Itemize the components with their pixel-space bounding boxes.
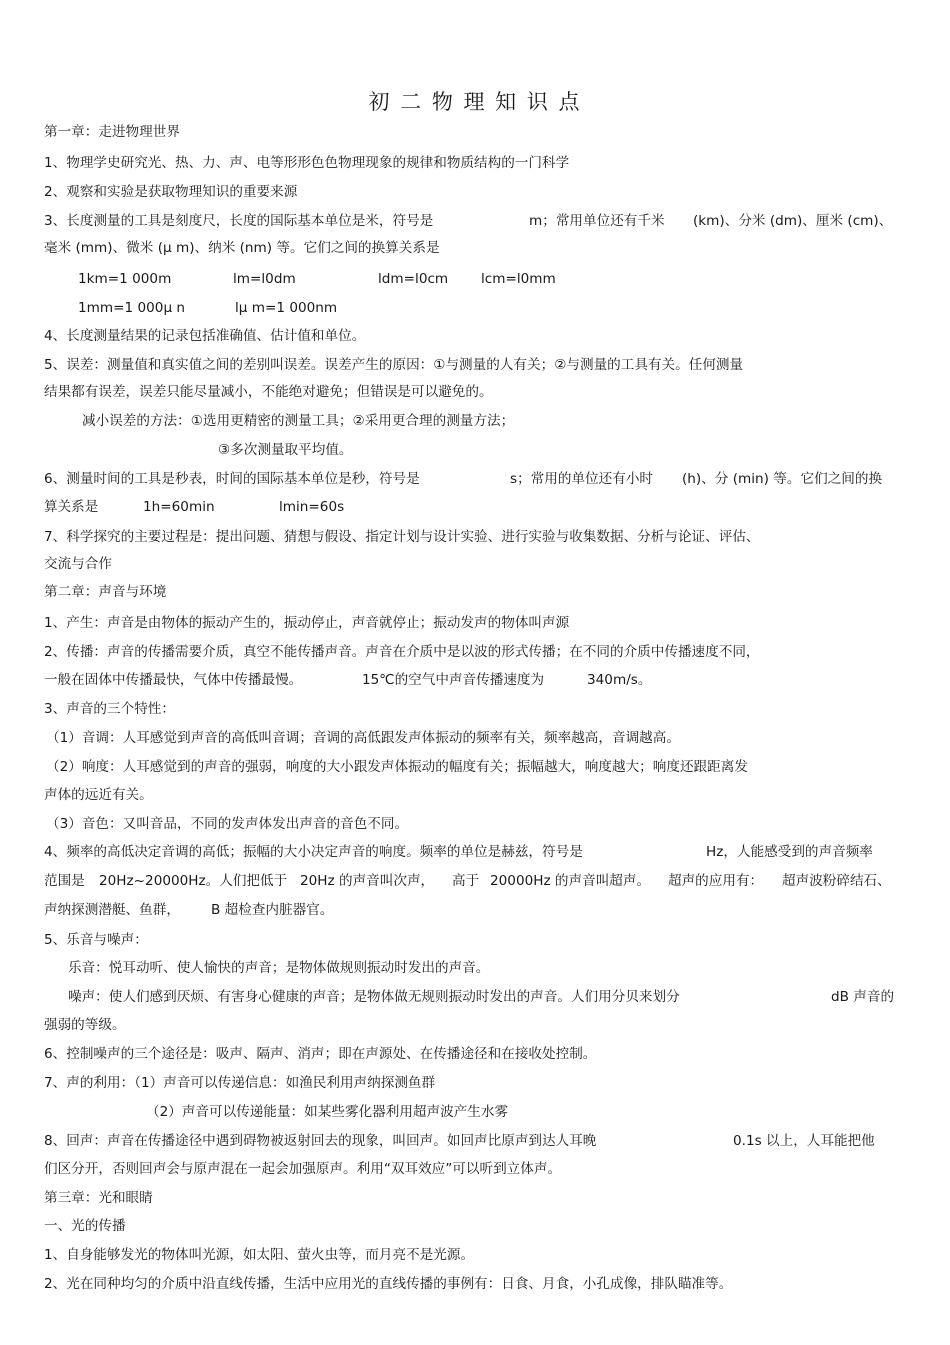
text-segment: 乐音：悦耳动听、使人愉快的声音；是物体做规则振动时发出的声音。 — [68, 960, 490, 976]
text-segment: 1h=60min — [143, 499, 215, 515]
text-line — [0, 1158, 950, 1180]
text-segment: (h)、分 (min) 等。它们之间的换 — [682, 471, 883, 487]
text-segment: 3、声音的三个特性： — [44, 701, 175, 717]
text-segment: ③多次测量取平均值。 — [218, 442, 353, 458]
text-segment: 20000Hz 的声音叫超声。 — [490, 873, 651, 889]
text-line — [0, 1273, 950, 1295]
text-segment: Hz，人能感受到的声音频率 — [706, 844, 873, 860]
text-segment: (km)、分米 (dm)、厘米 (cm)、 — [693, 213, 893, 229]
text-line — [0, 297, 950, 319]
text-segment: 4、频率的高低决定音调的高低；振幅的大小决定声音的响度。频率的单位是赫兹，符号是 — [44, 844, 583, 860]
text-line — [0, 1215, 950, 1237]
text-line — [0, 841, 950, 863]
text-line — [0, 1014, 950, 1036]
text-segment: 超声的应用有： — [668, 873, 764, 889]
text-segment: 毫米 (mm)、微米 (μ m)、纳米 (nm) 等。它们之间的换算关系是 — [44, 240, 440, 256]
text-line — [0, 986, 950, 1008]
text-segment: 4、长度测量结果的记录包括准确值、估计值和单位。 — [44, 328, 366, 344]
text-segment: m；常用单位还有千米 — [529, 213, 665, 229]
text-segment: 强弱的等级。 — [44, 1017, 126, 1033]
text-line — [0, 784, 950, 806]
text-segment: 高于 — [452, 873, 480, 889]
page-title: 初 二 物 理 知 识 点 — [368, 90, 582, 114]
text-line — [0, 581, 950, 603]
text-segment: 7、声的利用：（1）声音可以传递信息：如渔民利用声纳探测鱼群 — [44, 1075, 436, 1091]
text-line — [0, 756, 950, 778]
text-segment: ldm=l0cm — [378, 271, 449, 287]
text-segment: 2、传播：声音的传播需要介质，真空不能传播声音。声音在介质中是以波的形式传播；在不同的介质中传播速度不同， — [44, 644, 760, 660]
text-line — [0, 268, 950, 290]
text-segment: 声纳探测潜艇、鱼群， — [44, 902, 180, 918]
text-segment: s；常用的单位还有小时 — [510, 471, 654, 487]
text-segment: 算关系是 — [44, 499, 99, 515]
text-segment: lcm=l0mm — [481, 271, 556, 287]
text-segment: 6、测量时间的工具是秒表，时间的国际基本单位是秒，符号是 — [44, 471, 420, 487]
text-line — [0, 1130, 950, 1152]
text-segment: 们区分开，否则回声会与原声混在一起会加强原声。利用“双耳效应”可以听到立体声。 — [44, 1161, 562, 1177]
text-segment: 超声波粉碎结石、 — [782, 873, 891, 889]
text-segment: 1mm=1 000μ n — [78, 300, 186, 316]
text-segment: 范围是 — [44, 873, 85, 889]
text-segment: 第一章：走进物理世界 — [44, 124, 180, 140]
text-segment: 3、长度测量的工具是刻度尺，长度的国际基本单位是米，符号是 — [44, 213, 434, 229]
text-segment: 第二章：声音与环境 — [44, 584, 167, 600]
text-segment: 2、光在同种均匀的介质中沿直线传播，生活中应用光的直线传播的事例有：日食、月食，小孔成像，排队瞄准等。 — [44, 1276, 733, 1292]
text-segment: 交流与合作 — [44, 556, 112, 572]
text-line — [0, 813, 950, 835]
text-line — [0, 698, 950, 720]
text-segment: （1）音调：人耳感觉到声音的高低叫音调；音调的高低跟发声体振动的频率有关，频率越高，音调越高。 — [46, 730, 680, 746]
text-line — [0, 870, 950, 892]
text-segment: 一般在固体中传播最快，气体中传播最慢。 — [44, 672, 303, 688]
text-line — [0, 325, 950, 347]
text-segment: 一、光的传播 — [44, 1218, 126, 1234]
text-line — [0, 354, 950, 376]
text-segment: 20Hz 的声音叫次声， — [300, 873, 435, 889]
text-segment: 结果都有误差，误差只能尽量减小，不能绝对避免；但错误是可以避免的。 — [44, 384, 493, 400]
text-segment: 1、物理学史研究光、热、力、声、电等形形色色物理现象的规律和物质结构的一门科学 — [44, 155, 570, 171]
text-segment: 0.1s 以上，人耳能把他 — [733, 1133, 875, 1149]
text-segment: 20Hz~20000Hz。人们把低于 — [99, 873, 288, 889]
text-line — [0, 553, 950, 575]
text-segment: lmin=60s — [279, 499, 345, 515]
text-segment: 5、乐音与噪声： — [44, 932, 148, 948]
text-segment: 5、误差：测量值和真实值之间的差别叫误差。误差产生的原因：①与测量的人有关；②与测量的工具有关。任何测量 — [44, 357, 744, 373]
text-line — [0, 152, 950, 174]
text-segment: （2）响度：人耳感觉到的声音的强弱，响度的大小跟发声体振动的幅度有关；振幅越大，响度越大；响度还跟距离发 — [46, 759, 748, 775]
text-line — [0, 1244, 950, 1266]
text-segment: 1、产生：声音是由物体的振动产生的，振动停止，声音就停止；振动发声的物体叫声源 — [44, 615, 570, 631]
text-line — [0, 669, 950, 691]
text-segment: 1、自身能够发光的物体叫光源，如太阳、萤火虫等，而月亮不是光源。 — [44, 1247, 475, 1263]
text-segment: lμ m=1 000nm — [235, 300, 338, 316]
text-line — [0, 496, 950, 518]
text-line — [0, 957, 950, 979]
text-line — [0, 121, 950, 143]
text-line — [0, 899, 950, 921]
text-line — [0, 1043, 950, 1065]
text-segment: （3）音色：又叫音品，不同的发声体发出声音的音色不同。 — [46, 816, 409, 832]
text-line — [0, 439, 950, 461]
text-line — [0, 1101, 950, 1123]
text-line — [0, 612, 950, 634]
text-segment: 6、控制噪声的三个途径是：吸声、隔声、消声；即在声源处、在传播途径和在接收处控制。 — [44, 1046, 597, 1062]
text-segment: lm=l0dm — [233, 271, 296, 287]
text-line — [0, 526, 950, 548]
text-line — [0, 641, 950, 663]
text-segment: 噪声：使人们感到厌烦、有害身心健康的声音；是物体做无规则振动时发出的声音。人们用分贝来划分 — [68, 989, 680, 1005]
text-segment: B 超检查内脏器官。 — [211, 902, 334, 918]
text-segment: dB 声音的 — [831, 989, 895, 1005]
text-segment: 2、观察和实验是获取物理知识的重要来源 — [44, 184, 298, 200]
text-segment: 第三章：光和眼睛 — [44, 1190, 153, 1206]
text-line — [0, 468, 950, 490]
text-segment: 减小误差的方法：①选用更精密的测量工具；②采用更合理的测量方法； — [82, 413, 515, 429]
text-line — [0, 727, 950, 749]
text-segment: 7、科学探究的主要过程是：提出问题、猜想与假设、指定计划与设计实验、进行实验与收集数据、分析与论证、评估、 — [44, 529, 760, 545]
text-segment: 15℃的空气中声音传播速度为 — [362, 672, 545, 688]
text-line — [0, 381, 950, 403]
text-line — [0, 237, 950, 259]
text-segment: （2）声音可以传递能量：如某些雾化器利用超声波产生水雾 — [146, 1104, 509, 1120]
text-line — [0, 210, 950, 232]
text-segment: 声体的远近有关。 — [44, 787, 153, 803]
text-segment: 1km=1 000m — [78, 271, 172, 287]
text-line — [0, 1187, 950, 1209]
text-line — [0, 410, 950, 432]
text-segment: 340m/s。 — [587, 672, 652, 688]
text-line — [0, 181, 950, 203]
text-segment: 8、回声：声音在传播途径中遇到碍物被返射回去的现象，叫回声。如回声比原声到达人耳晚 — [44, 1133, 597, 1149]
text-line — [0, 929, 950, 951]
text-line — [0, 1072, 950, 1094]
